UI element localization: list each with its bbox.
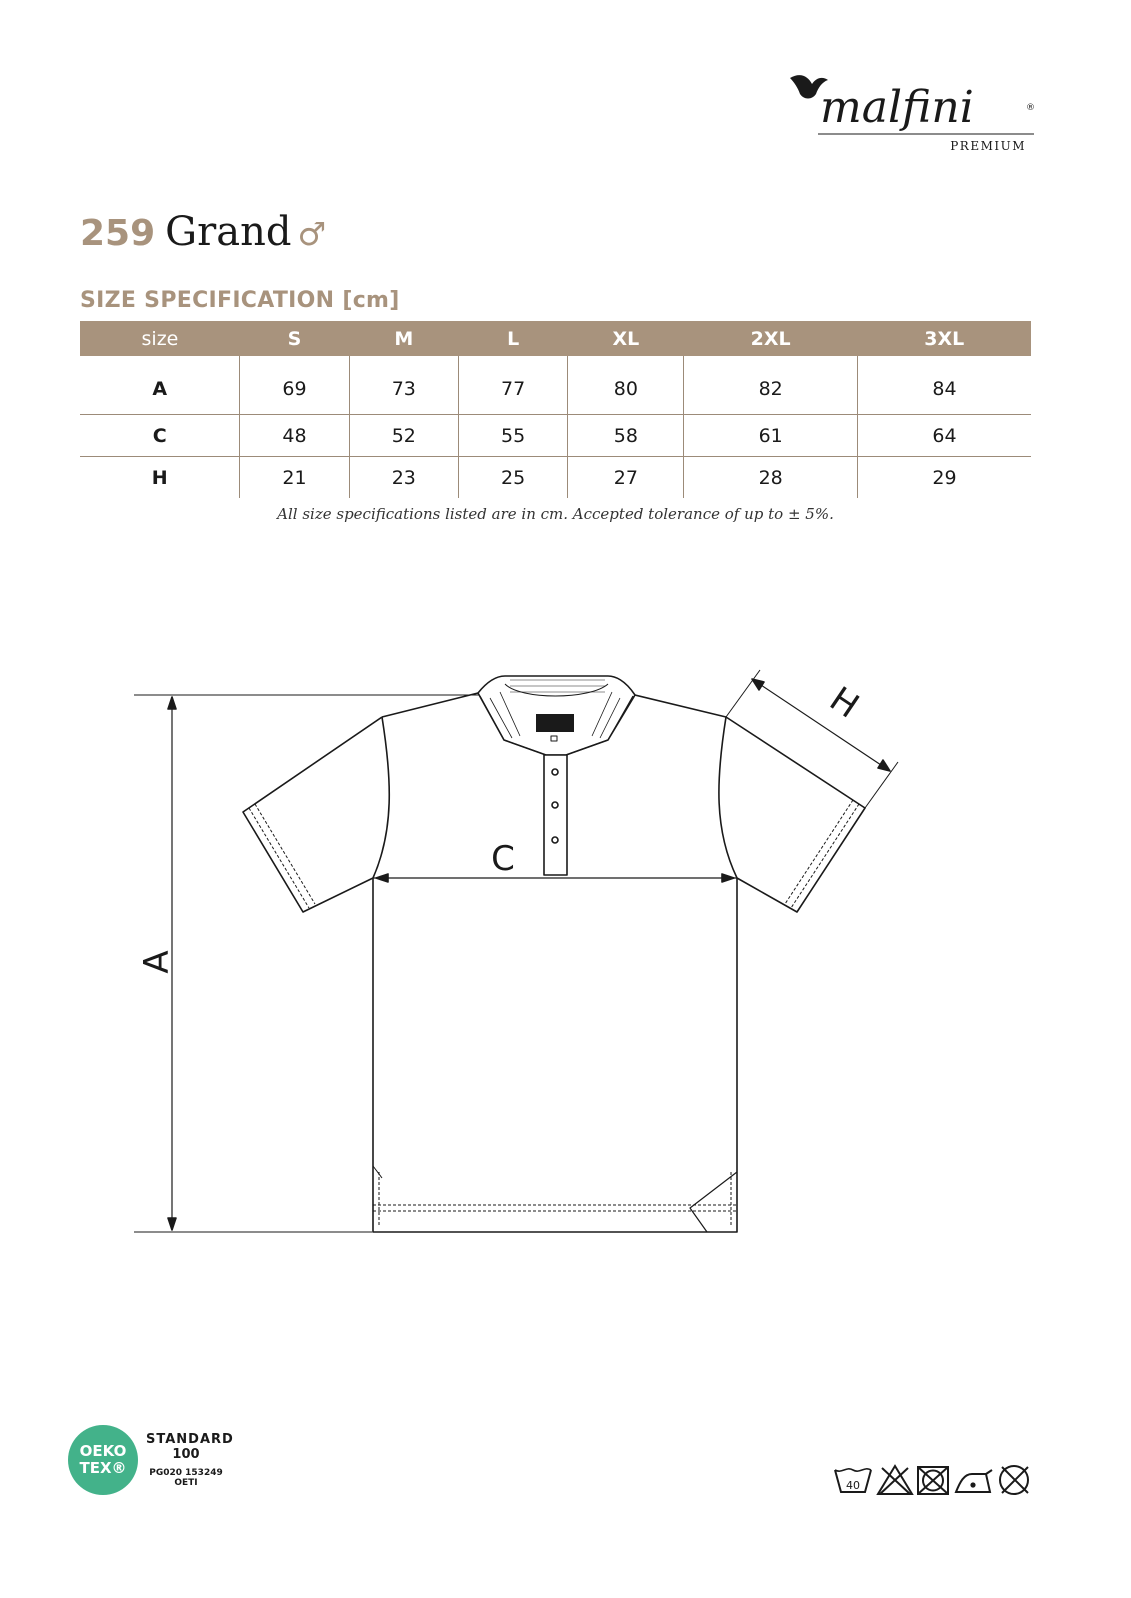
care-symbols [832, 1462, 1037, 1500]
svg-text:®: ® [1026, 103, 1035, 113]
label-a: A [137, 950, 177, 974]
no-tumble-dry-icon [918, 1467, 948, 1494]
svg-text:40: 40 [846, 1479, 860, 1492]
label-h: H [822, 679, 866, 727]
table-cell: 23 [349, 457, 458, 499]
table-cell: 28 [684, 457, 858, 499]
brand-logo [790, 70, 1050, 160]
table-header-cell: S [240, 321, 349, 356]
iron-low-icon [956, 1470, 992, 1492]
tolerance-note: All size specifications listed are in cm. Accepted tolerance of up to ± 5%. [277, 505, 834, 523]
no-bleach-icon [878, 1466, 912, 1494]
table-row [80, 457, 1031, 499]
table-header-cell: size [80, 321, 240, 356]
table-header-cell: M [349, 321, 458, 356]
row-label: H [151, 466, 168, 489]
table-cell: 48 [240, 415, 349, 457]
polo-shirt-diagram [120, 540, 920, 1260]
table-header-row [80, 321, 1031, 356]
size-specification-table [80, 321, 1031, 498]
label-c: C [491, 839, 515, 879]
table-cell: 84 [857, 356, 1031, 415]
table-cell: 64 [857, 415, 1031, 457]
table-cell: 61 [684, 415, 858, 457]
brand-name: malfini [820, 82, 974, 133]
gender-symbol: ♂ [297, 215, 327, 253]
table-header-cell: 2XL [684, 321, 858, 356]
table-row [80, 356, 1031, 415]
table-cell: 58 [568, 415, 684, 457]
table-cell: 69 [240, 356, 349, 415]
table-cell: 27 [568, 457, 684, 499]
oeko-tex-standard: STANDARD 100 PG020 153249 OETI [146, 1432, 234, 1488]
page-title [80, 208, 326, 258]
product-name: Grand [165, 209, 292, 255]
product-number: 259 [80, 213, 156, 254]
table-header-cell: L [458, 321, 567, 356]
table-cell: 21 [240, 457, 349, 499]
table-cell: 82 [684, 356, 858, 415]
wash-40-icon [835, 1469, 871, 1492]
table-cell: 29 [857, 457, 1031, 499]
section-title: SIZE SPECIFICATION [cm] [80, 288, 400, 313]
table-cell: 73 [349, 356, 458, 415]
table-cell: 77 [458, 356, 567, 415]
row-label: C [80, 415, 240, 457]
table-cell: 80 [568, 356, 684, 415]
table-header-cell: XL [568, 321, 684, 356]
table-header-cell: 3XL [857, 321, 1031, 356]
table-cell: 52 [349, 415, 458, 457]
brand-tagline: PREMIUM [950, 139, 1026, 153]
table-cell: 55 [458, 415, 567, 457]
row-label: A [80, 356, 240, 415]
oeko-tex-logo: OEKO TEX® [68, 1425, 138, 1495]
no-dry-clean-icon [1000, 1466, 1028, 1494]
table-row [80, 415, 1031, 457]
table-cell: 25 [458, 457, 567, 499]
